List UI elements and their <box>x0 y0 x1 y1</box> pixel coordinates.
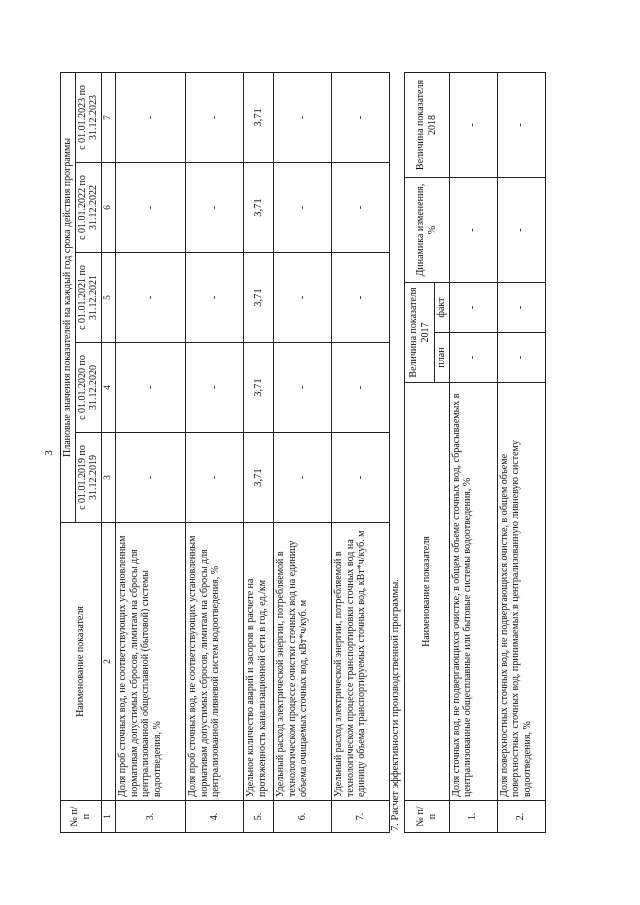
table-row <box>332 72 390 832</box>
header-period: с 01.01.2022 по 31.12.2022 <box>75 163 101 253</box>
row-value: 3,71 <box>244 253 274 343</box>
row-value: - <box>186 343 244 433</box>
row-value: - <box>332 163 390 253</box>
index-cell: 6 <box>101 163 116 253</box>
section-title: 7. Расчет эффективности производственной программы. <box>390 579 401 831</box>
row-num: 2. <box>497 801 545 833</box>
row-value: - <box>186 72 244 162</box>
header-value-2017: Величина показателя 2017 <box>405 283 435 383</box>
row-num: 6. <box>274 801 332 833</box>
index-cell: 3 <box>101 433 116 523</box>
row-value: 3,71 <box>244 433 274 523</box>
row-name: Удельное количество аварий и засоров в расчете на протяженность канализационной сети в год, ед./км <box>244 523 274 801</box>
row-value: - <box>449 178 497 283</box>
row-name: Удельный расход электрической энергии, потребляемой в технологическом процессе очистки сточных вод на единицу объема очищаемых сточных вод, кВт*ч/куб. м <box>274 523 332 801</box>
header-name: Наименование показателя <box>405 383 450 801</box>
row-num: 3. <box>116 801 186 833</box>
rotated-page-content <box>60 63 615 833</box>
row-value: - <box>497 283 545 333</box>
row-num: 1. <box>449 801 497 833</box>
row-value: - <box>116 433 186 523</box>
row-name: Доля поверхностных сточных вод, не подвергающихся очистке, в общем объеме поверхностных сточных вод, принимаемых в централизованную ливневую систему водоотведения, % <box>497 383 545 801</box>
row-value: - <box>186 163 244 253</box>
row-value: - <box>274 163 332 253</box>
row-value: - <box>186 433 244 523</box>
page-number: 3 <box>42 450 55 456</box>
index-cell: 2 <box>101 523 116 801</box>
row-value: 3,71 <box>244 72 274 162</box>
row-num: 5. <box>244 801 274 833</box>
row-name: Доля проб сточных вод, не соответствующих установленным нормативам допустимых сбросов, лимитам на сбросы для централизованной ливневой систем водоотведения, % <box>186 523 244 801</box>
header-fact: факт <box>435 283 450 333</box>
header-plan: план <box>435 333 450 383</box>
row-value: - <box>497 333 545 383</box>
planned-values-table <box>60 72 390 833</box>
row-num: 4. <box>186 801 244 833</box>
row-name: Доля проб сточных вод, не соответствующих установленным нормативам допустимых сбросов, лимитам на сбросы для централизованной общесплавной (бытовой) системы водоотведения, % <box>116 523 186 801</box>
header-num: № п/п <box>61 801 102 833</box>
table-row <box>497 73 545 833</box>
header-period: с 01.01.2021 по 31.12.2021 <box>75 253 101 343</box>
row-value: - <box>497 178 545 283</box>
row-value: - <box>274 433 332 523</box>
header-period: с 01.01.2023 по 31.12.2023 <box>75 72 101 162</box>
row-value: - <box>332 433 390 523</box>
row-value: - <box>116 72 186 162</box>
row-value: - <box>449 283 497 333</box>
row-num: 7. <box>332 801 390 833</box>
header-value-2018: Величина показателя 2018 <box>405 73 450 178</box>
row-value: - <box>186 253 244 343</box>
header-dynamics: Динамика изменения, % <box>405 178 450 283</box>
row-value: - <box>332 72 390 162</box>
row-value: - <box>274 253 332 343</box>
table-row <box>449 73 497 833</box>
row-value: - <box>116 253 186 343</box>
table-row <box>244 72 274 832</box>
table-row <box>186 72 244 832</box>
row-value: - <box>332 253 390 343</box>
row-value: - <box>274 72 332 162</box>
row-value: - <box>497 73 545 178</box>
row-value: - <box>116 343 186 433</box>
index-cell: 4 <box>101 343 116 433</box>
row-value: - <box>449 73 497 178</box>
header-period: с 01.01.2020 по 31.12.2020 <box>75 343 101 433</box>
row-name: Доля сточных вод, не подвергающихся очистке, в общем объеме сточных вод, сбрасываемых в централизованные общесплавные или бытовые системы водоотведения, % <box>449 383 497 801</box>
header-num: № п/п <box>405 801 450 833</box>
index-cell: 7 <box>101 72 116 162</box>
efficiency-table <box>404 72 546 833</box>
table-row <box>116 72 186 832</box>
row-value: - <box>332 343 390 433</box>
row-value: - <box>274 343 332 433</box>
header-period: с 01.01.2019 по 31.12.2019 <box>75 433 101 523</box>
row-value: 3,71 <box>244 163 274 253</box>
row-value: - <box>449 333 497 383</box>
index-cell: 1 <box>101 801 116 833</box>
header-name: Наименование показателя <box>61 523 102 801</box>
row-name: Удельный расход электрической энергии, потребляемой в технологическом процессе транспортировки сточных вод на единицу объема транспортируемых сточных вод, кВт*ч/куб. м <box>332 523 390 801</box>
table-row <box>274 72 332 832</box>
row-value: - <box>116 163 186 253</box>
index-cell: 5 <box>101 253 116 343</box>
row-value: 3,71 <box>244 343 274 433</box>
header-group: Плановые значения показателей на каждый год срока действия программы <box>61 72 76 522</box>
